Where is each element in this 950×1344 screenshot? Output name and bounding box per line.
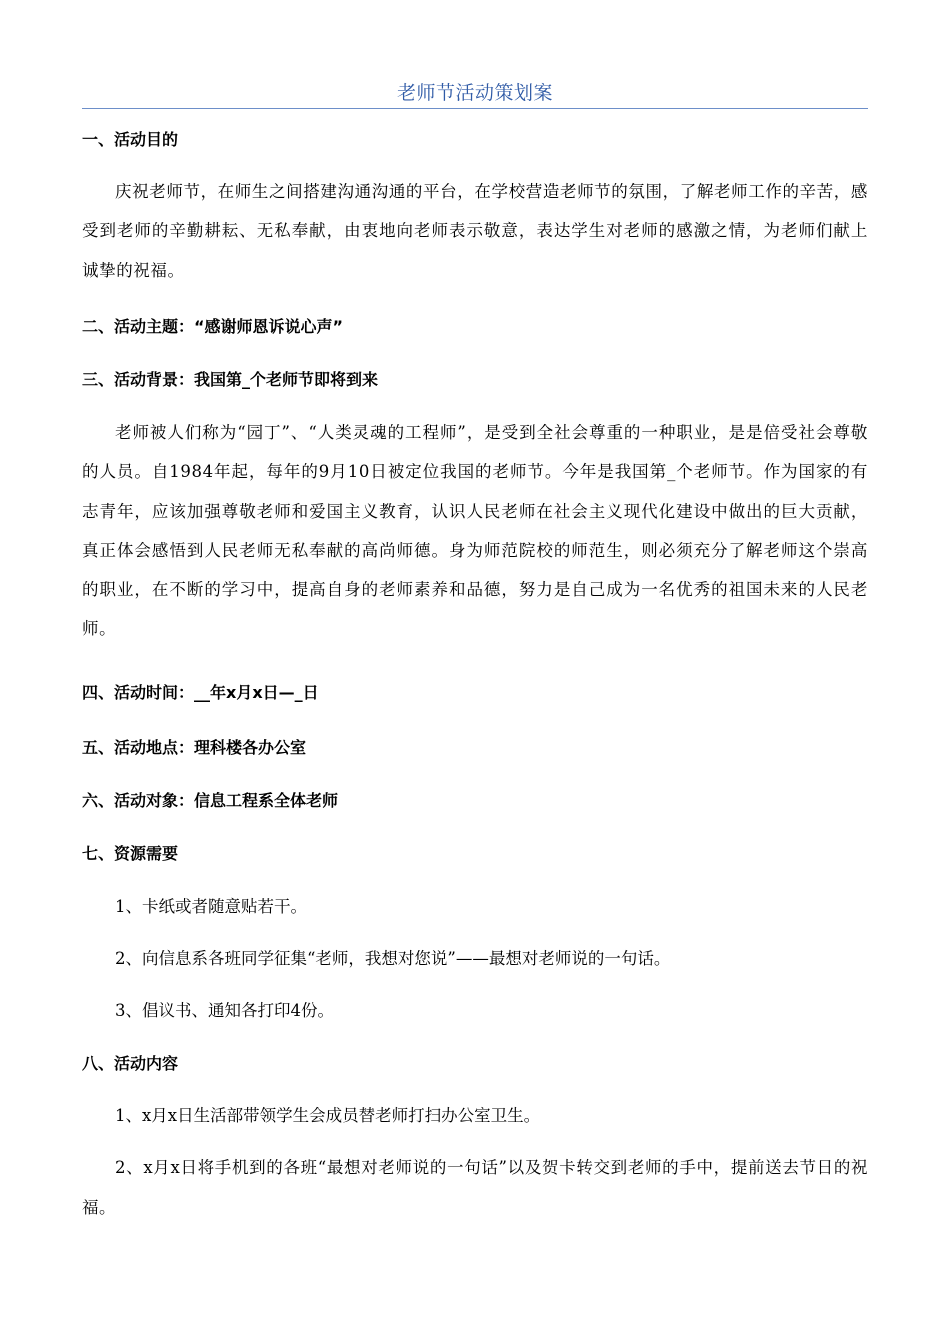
section-body-purpose: 庆祝老师节，在师生之间搭建沟通沟通的平台，在学校营造老师节的氛围，了解老师工作的辛苦，感受到老师的辛勤耕耘、无私奉献，由衷地向老师表示敬意，表达学生对老师的感激之情，为老师们献上诚挚的祝福。 [82, 182, 868, 280]
section-body-background: 老师被人们称为“园丁”、“人类灵魂的工程师”，是受到全社会尊重的一种职业，是是倍受社会尊敬的人员。自1984年起，每年的9月10日被定位我国的老师节。今年是我国第_个老师节。作为国家的有志青年，应该加强尊敬老师和爱国主义教育，认识人民老师在社会主义现代化建设中做出的巨大贡献，真正体会感悟到人民老师无私奉献的高尚师德。身为师范院校的师范生，则必须充分了解老师这个崇高的职业，在不断的学习中，提高自身的老师素养和品德，努力是自己成为一名优秀的祖国未来的人民老师。 [82, 423, 868, 639]
section-heading-background: 三、活动背景：我国第_个老师节即将到来 [82, 370, 379, 389]
content-item: 2、x月x日将手机到的各班“最想对老师说的一句话”以及贺卡转交到老师的手中，提前送去节日的祝福。 [82, 1158, 868, 1217]
title-underline [82, 108, 868, 109]
document-title: 老师节活动策划案 [396, 82, 553, 104]
section-heading-resources: 七、资源需要 [82, 844, 179, 863]
resource-item: 3、倡议书、通知各打印4份。 [115, 1001, 334, 1020]
content-item: 1、x月x日生活部带领学生会成员替老师打扫办公室卫生。 [115, 1106, 541, 1125]
resource-item: 1、卡纸或者随意贴若干。 [115, 897, 307, 916]
section-heading-time: 四、活动时间：__年x月x日—_日 [82, 683, 319, 702]
section-heading-purpose: 一、活动目的 [82, 130, 179, 149]
section-heading-content: 八、活动内容 [82, 1054, 179, 1073]
section-heading-theme: 二、活动主题：“感谢师恩诉说心声” [82, 317, 344, 336]
section-heading-location: 五、活动地点：理科楼各办公室 [82, 738, 307, 757]
resource-item: 2、向信息系各班同学征集“老师，我想对您说”——最想对老师说的一句话。 [115, 949, 671, 968]
section-heading-audience: 六、活动对象：信息工程系全体老师 [82, 791, 339, 810]
